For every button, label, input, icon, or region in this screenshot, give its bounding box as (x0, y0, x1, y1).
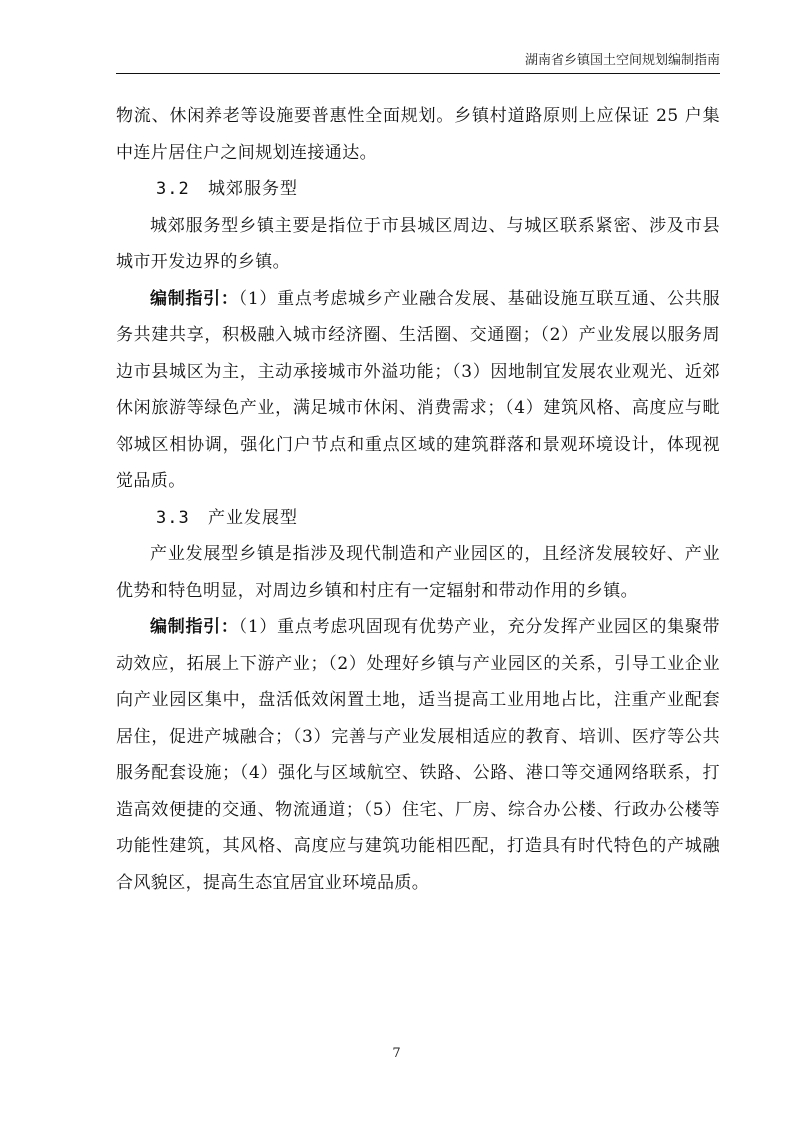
page-number: 7 (392, 1046, 401, 1061)
page-body (116, 98, 720, 901)
section-heading-3-2 (116, 171, 720, 208)
paragraph-definition-industrial: 产业发展型乡镇是指涉及现代制造和产业园区的，且经济发展较好、产业优势和特色明显，对周边乡镇和村庄有一定辐射和带动作用的乡镇。 (116, 544, 720, 601)
paragraph-definition-suburban: 城郊服务型乡镇主要是指位于市县城区周边、与城区联系紧密、涉及市县城市开发边界的乡镇。 (116, 215, 720, 272)
paragraph-guidance-industrial (116, 609, 720, 901)
paragraph-guidance-suburban (116, 281, 720, 500)
running-header: 湖南省乡镇国土空间规划编制指南 (524, 53, 720, 68)
paragraph-continuation: 物流、休闲养老等设施要普惠性全面规划。乡镇村道路原则上应保证 25 户集中连片居住户之间规划连接通达。 (116, 106, 720, 163)
header-rule (116, 73, 720, 74)
section-number: 3.3 (156, 507, 190, 528)
section-heading-3-3 (116, 500, 720, 537)
guidance-label: 编制指引： (150, 617, 239, 637)
section-number: 3.2 (156, 179, 190, 199)
section-title-text: 城郊服务型 (208, 179, 298, 199)
guidance-label: 编制指引： (150, 288, 239, 309)
section-title-text: 产业发展型 (208, 507, 298, 528)
guidance-body: （1）重点考虑城乡产业融合发展、基础设施互联互通、公共服务共建共享，积极融入城市经济圈、生活圈、交通圈；（2）产业发展以服务周边市县城区为主，主动承接城市外溢功能；（3）因地制宜发展农业观光、近郊休闲旅游等绿色产业，满足城市休闲、消费需求；（4）建筑风格、高度应与毗邻城区相协调，强化门户节点和重点区域的建筑群落和景观环境设计，体现视觉品质。 (116, 288, 721, 491)
guidance-body: （1）重点考虑巩固现有优势产业，充分发挥产业园区的集聚带动效应，拓展上下游产业；（2）处理好乡镇与产业园区的关系，引导工业企业向产业园区集中，盘活低效闲置土地，适当提高工业用地占比，注重产业配套居住，促进产城融合；（3）完善与产业发展相适应的教育、培训、医疗等公共服务配套设施；（4）强化与区域航空、铁路、公路、港口等交通网络联系，打造高效便捷的交通、物流通道；（5）住宅、厂房、综合办公楼、行政办公楼等功能性建筑，其风格、高度应与建筑功能相匹配，打造具有时代特色的产城融合风貌区，提高生态宜居宜业环境品质。 (116, 617, 721, 893)
